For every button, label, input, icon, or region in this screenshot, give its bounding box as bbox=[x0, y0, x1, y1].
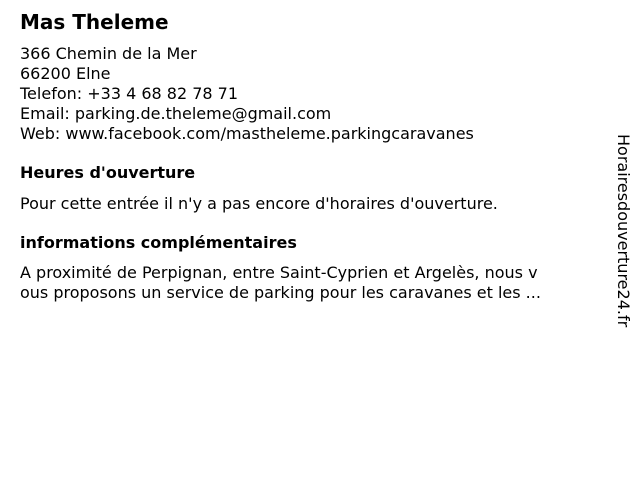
website-link[interactable]: Web: www.facebook.com/mastheleme.parkingcaravanes bbox=[20, 124, 474, 143]
business-card bbox=[20, 10, 600, 303]
street-address: 366 Chemin de la Mer bbox=[20, 44, 197, 63]
contact-block bbox=[20, 44, 600, 144]
business-name: Mas Theleme bbox=[20, 10, 169, 34]
additional-info-text bbox=[20, 263, 595, 303]
phone-number[interactable]: Telefon: +33 4 68 82 78 71 bbox=[20, 84, 239, 103]
additional-info-heading: informations complémentaires bbox=[20, 233, 297, 252]
opening-hours-text: Pour cette entrée il n'y a pas encore d'horaires d'ouverture. bbox=[20, 194, 498, 213]
additional-info-line-1: A proximité de Perpignan, entre Saint-Cyprien et Argelès, nous v bbox=[20, 263, 538, 282]
site-watermark: Horairesdouverture24.fr bbox=[614, 134, 633, 328]
email-address[interactable]: Email: parking.de.theleme@gmail.com bbox=[20, 104, 332, 123]
opening-hours-heading: Heures d'ouverture bbox=[20, 163, 196, 182]
city-postal: 66200 Elne bbox=[20, 64, 111, 83]
additional-info-line-2: ous proposons un service de parking pour les caravanes et les ... bbox=[20, 283, 541, 302]
